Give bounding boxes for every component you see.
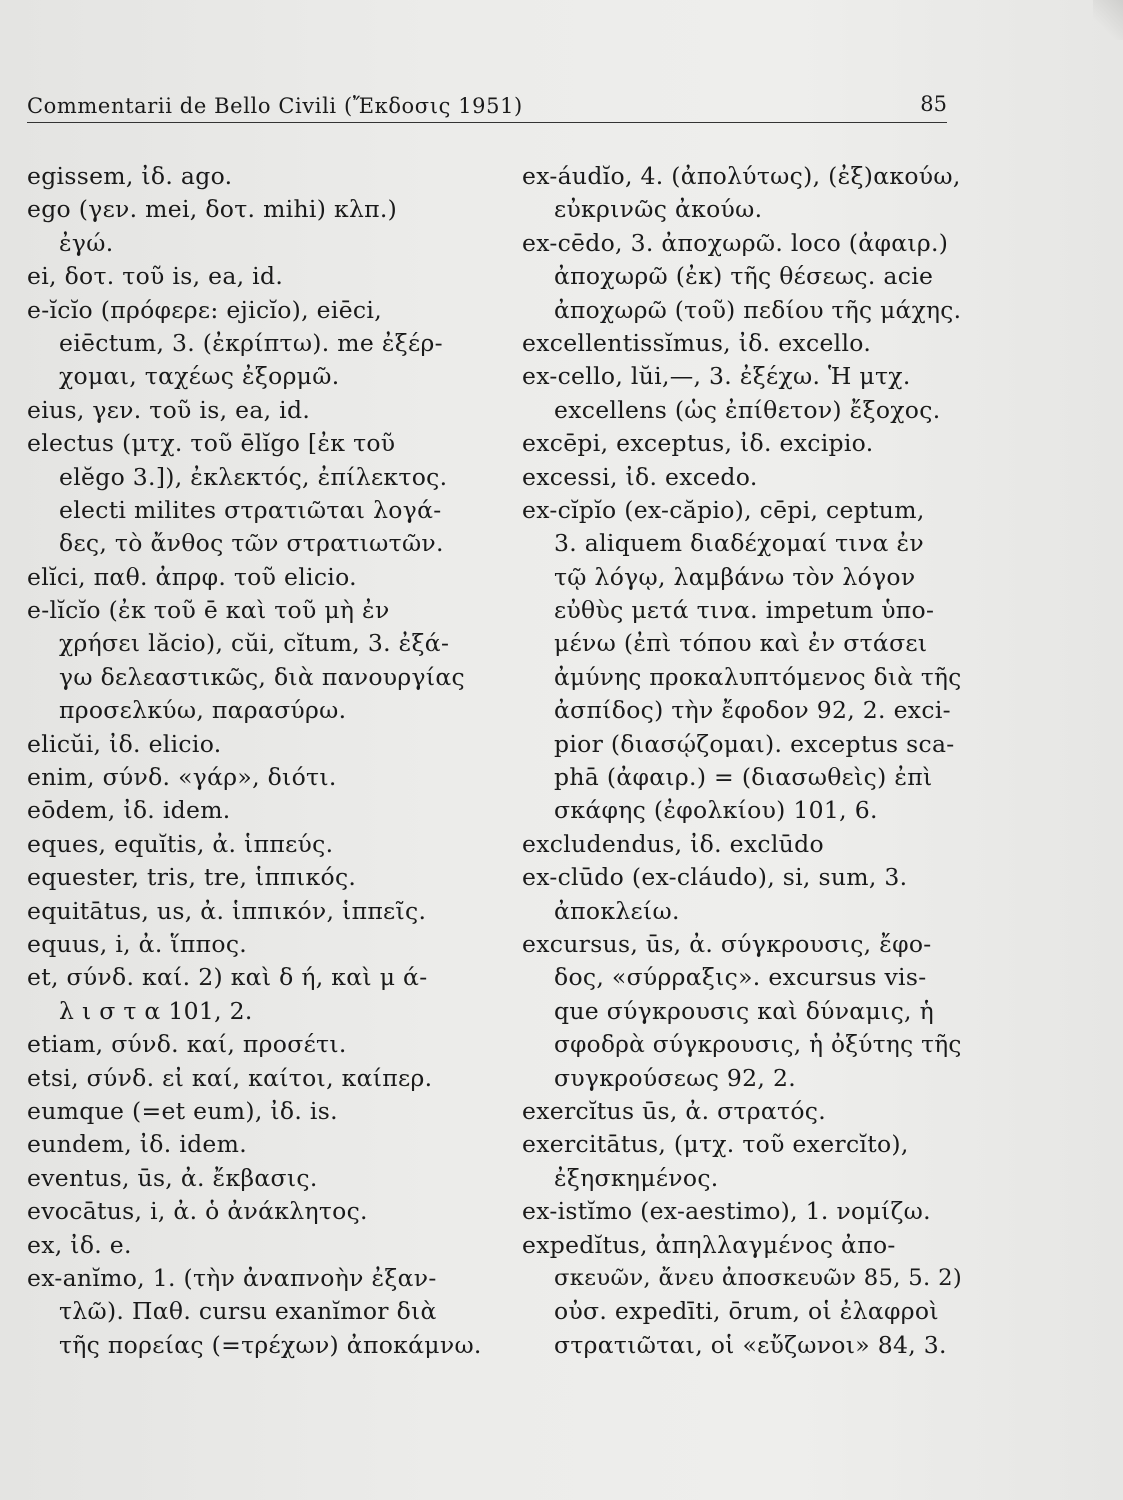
entry-continuation-line: phā (ἀφαιρ.) = (διασωθεὶς) ἐπὶ [554, 763, 933, 792]
dictionary-entry-line: elicŭi, ἰδ. elicio. [27, 729, 222, 758]
dictionary-entry-line: et, σύνδ. καί. 2) καὶ δ ή, καὶ μ ά- [27, 963, 428, 992]
entry-continuation-line: elĕgo 3.]), ἐκλεκτός, ἐπίλεκτος. [59, 462, 448, 491]
entry-continuation-line: ἀποκλείω. [554, 896, 680, 925]
entry-continuation-line: γω δελεαστικῶς, διὰ πανουργίας [59, 662, 465, 691]
dictionary-entry-line: electus (μτχ. τοῦ ēlĭgo [ἐκ τοῦ [27, 429, 396, 458]
entry-continuation-line: electi milites στρατιῶται λογά- [59, 495, 442, 524]
dictionary-entry-line: eōdem, ἰδ. idem. [27, 796, 231, 825]
dictionary-entry-line: eventus, ūs, ἀ. ἔκβασις. [27, 1163, 318, 1192]
dictionary-entry-line: excludendus, ἰδ. exclūdo [522, 829, 824, 858]
dictionary-entry-line: enim, σύνδ. «γάρ», διότι. [27, 763, 337, 792]
page-number: 85 [920, 92, 947, 116]
entry-continuation-line: δες, τὸ ἄνθος τῶν στρατιωτῶν. [59, 529, 444, 558]
entry-continuation-line: ἐγώ. [59, 228, 114, 257]
dictionary-entry-line: egissem, ἰδ. ago. [27, 162, 233, 190]
entry-continuation-line: χομαι, ταχέως ἐξορμῶ. [59, 362, 340, 391]
entry-continuation-line: στρατιῶται, οἱ «εὔζωνοι» 84, 3. [554, 1330, 947, 1359]
dictionary-entry-line: excursus, ūs, ἀ. σύγκρουσις, ἔφο- [522, 929, 932, 958]
entry-continuation-line: τλῶ). Παθ. cursu exanĭmor διὰ [59, 1297, 437, 1326]
running-title: Commentarii de Bello Civili (Ἔκδοσις 1951) [27, 94, 523, 118]
dictionary-entry-line: ei, δοτ. τοῦ is, ea, id. [27, 262, 284, 291]
entry-continuation-line: τῆς πορείας (=τρέχων) ἀποκάμνω. [59, 1330, 482, 1359]
entry-continuation-line: σκευῶν, ἄνευ ἀποσκευῶν 85, 5. 2) [554, 1264, 962, 1291]
dictionary-entry-line: eumque (=et eum), ἰδ. is. [27, 1096, 338, 1125]
entry-continuation-line: οὐσ. expedīti, ōrum, οἱ ἐλαφροὶ [554, 1297, 939, 1326]
dictionary-entry-line: ego (γεν. mei, δοτ. mihi) κλπ.) [27, 195, 398, 224]
entry-continuation-line: pior (διασῴζομαι). exceptus sca- [554, 729, 955, 758]
entry-continuation-line: ἀποχωρῶ (ἐκ) τῆς θέσεως. acie [554, 262, 934, 291]
dictionary-entry-line: ex-cēdo, 3. ἀποχωρῶ. loco (ἀφαιρ.) [522, 228, 949, 257]
dictionary-entry-line: elĭci, παθ. ἀπρφ. τοῦ elicio. [27, 562, 357, 591]
entry-continuation-line: que σύγκρουσις καὶ δύναμις, ἡ [554, 996, 934, 1025]
entry-continuation-line: λ ι σ τ α 101, 2. [59, 996, 253, 1025]
dictionary-entry-line: excellentissĭmus, ἰδ. excello. [522, 328, 872, 357]
dictionary-entry-line: eques, equĭtis, ἀ. ἱππεύς. [27, 829, 334, 858]
dictionary-entry-line: e-lĭcĭo (ἐκ τοῦ ē καὶ τοῦ μὴ ἐν [27, 596, 390, 625]
dictionary-entry-line: exercĭtus ūs, ἀ. στρατός. [522, 1096, 827, 1125]
dictionary-entry-line: evocātus, i, ἀ. ὁ ἀνάκλητος. [27, 1197, 368, 1226]
dictionary-entry-line: excēpi, exceptus, ἰδ. excipio. [522, 429, 874, 458]
entry-continuation-line: excellens (ὡς ἐπίθετον) ἔξοχος. [554, 395, 941, 424]
dictionary-entry-line: equitātus, us, ἀ. ἱππικόν, ἱππεῖς. [27, 896, 427, 925]
dictionary-entry-line: etiam, σύνδ. καί, προσέτι. [27, 1030, 347, 1059]
entry-continuation-line: εὐκρινῶς ἀκούω. [554, 195, 763, 224]
page-corner-shadow [1093, 0, 1123, 40]
dictionary-entry-line: ex-anĭmo, 1. (τὴν ἀναπνοὴν ἐξαν- [27, 1263, 437, 1292]
left-column [27, 160, 487, 1362]
dictionary-entry-line: etsi, σύνδ. εἰ καί, καίτοι, καίπερ. [27, 1063, 433, 1092]
dictionary-entry-line: ex-cello, lŭi,—, 3. ἐξέχω. Ἡ μτχ. [522, 362, 911, 391]
dictionary-entry-line: ex-cĭpĭo (ex-căpio), cēpi, ceptum, [522, 495, 925, 524]
entry-continuation-line: eiēctum, 3. (ἐκρίπτω). me ἐξέρ- [59, 328, 443, 357]
dictionary-entry-line: equus, i, ἀ. ἵππος. [27, 929, 248, 958]
dictionary-entry-line: ex, ἰδ. e. [27, 1230, 132, 1259]
entry-continuation-line: μένω (ἐπὶ τόπου καὶ ἐν στάσει [554, 629, 928, 658]
entry-continuation-line: προσελκύω, παρασύρω. [59, 696, 347, 725]
entry-continuation-line: ἀμύνης προκαλυπτόμενος διὰ τῆς [554, 663, 962, 691]
right-column [522, 160, 962, 1362]
dictionary-entry-line: exercitātus, (μτχ. τοῦ exercĭto), [522, 1130, 909, 1159]
entry-continuation-line: δος, «σύρραξις». excursus vis- [554, 963, 927, 992]
dictionary-entry-line: ex-istĭmo (ex-aestimo), 1. νομίζω. [522, 1197, 931, 1226]
entry-continuation-line: ἀσπίδος) τὴν ἔφοδον 92, 2. exci- [554, 696, 951, 725]
entry-continuation-line: ἐξησκημένος. [554, 1163, 719, 1192]
dictionary-entry-line: ex-áudĭo, 4. (ἀπολύτως), (ἐξ)ακούω, [522, 162, 961, 190]
dictionary-entry-line: expedĭtus, ἀπηλλαγμένος ἀπο- [522, 1230, 896, 1259]
entry-continuation-line: σφοδρὰ σύγκρουσις, ἡ ὀξύτης τῆς [554, 1031, 962, 1059]
dictionary-entry-line: e-ĭcĭo (πρόφερε: ejicĭo), eiēci, [27, 295, 382, 324]
dictionary-entry-line: ex-clūdo (ex-cláudo), si, sum, 3. [522, 863, 908, 892]
entry-continuation-line: συγκρούσεως 92, 2. [554, 1063, 796, 1092]
entry-continuation-line: ἀποχωρῶ (τοῦ) πεδίου τῆς μάχης. [554, 296, 962, 324]
dictionary-entry-line: equester, tris, tre, ἱππικός. [27, 863, 357, 892]
entry-continuation-line: σκάφης (ἐφολκίου) 101, 6. [554, 796, 878, 825]
entry-continuation-line: χρήσει lăcio), cŭi, cĭtum, 3. ἐξά- [59, 629, 450, 658]
entry-continuation-line: εὐθὺς μετά τινα. impetum ὑπο- [554, 596, 935, 625]
dictionary-entry-line: eius, γεν. τοῦ is, ea, id. [27, 395, 311, 424]
entry-continuation-line: τῷ λόγῳ, λαμβάνω τὸν λόγον [554, 562, 916, 591]
dictionary-entry-line: eundem, ἰδ. idem. [27, 1130, 247, 1159]
entry-continuation-line: 3. aliquem διαδέχομαί τινα ἐν [554, 529, 924, 558]
running-header [27, 88, 947, 123]
dictionary-entry-line: excessi, ἰδ. excedo. [522, 462, 758, 491]
